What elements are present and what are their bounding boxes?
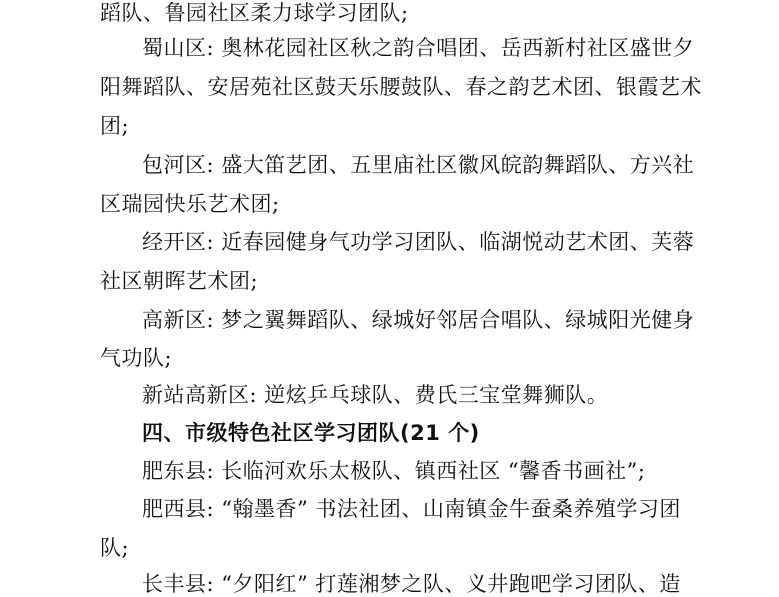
text-line: 团;	[100, 114, 130, 138]
text-line: 长丰县: “夕阳红” 打莲湘梦之队、义井跑吧学习团队、造	[142, 572, 681, 596]
text-line: 蹈队、鲁园社区柔力球学习团队;	[100, 1, 409, 25]
text-line: 气功队;	[100, 346, 173, 370]
section-heading: 四、市级特色社区学习团队(21 个)	[142, 421, 480, 445]
text-line: 高新区: 梦之翼舞蹈队、绿城好邻居合唱队、绿城阳光健身	[142, 308, 695, 332]
text-line: 经开区: 近春园健身气功学习团队、临湖悦动艺术团、芙蓉	[142, 230, 695, 254]
text-line: 肥东县: 长临河欢乐太极队、镇西社区 “馨香书画社”;	[142, 459, 646, 483]
text-line: 区瑞园快乐艺术团;	[100, 192, 280, 216]
text-line: 包河区: 盛大笛艺团、五里庙社区徽风皖韵舞蹈队、方兴社	[142, 153, 695, 177]
text-line: 蜀山区: 奥林花园社区秋之韵合唱团、岳西新村社区盛世夕	[142, 36, 695, 60]
text-line: 队;	[100, 536, 130, 560]
text-line: 阳舞蹈队、安居苑社区鼓天乐腰鼓队、春之韵艺术团、银霞艺术	[100, 75, 702, 99]
text-line: 新站高新区: 逆炫乒乓球队、费氏三宝堂舞狮队。	[142, 383, 609, 407]
text-line: 社区朝晖艺术团;	[100, 269, 259, 293]
text-line: 肥西县: “翰墨香” 书法社团、山南镇金牛蚕桑养殖学习团	[142, 497, 681, 521]
